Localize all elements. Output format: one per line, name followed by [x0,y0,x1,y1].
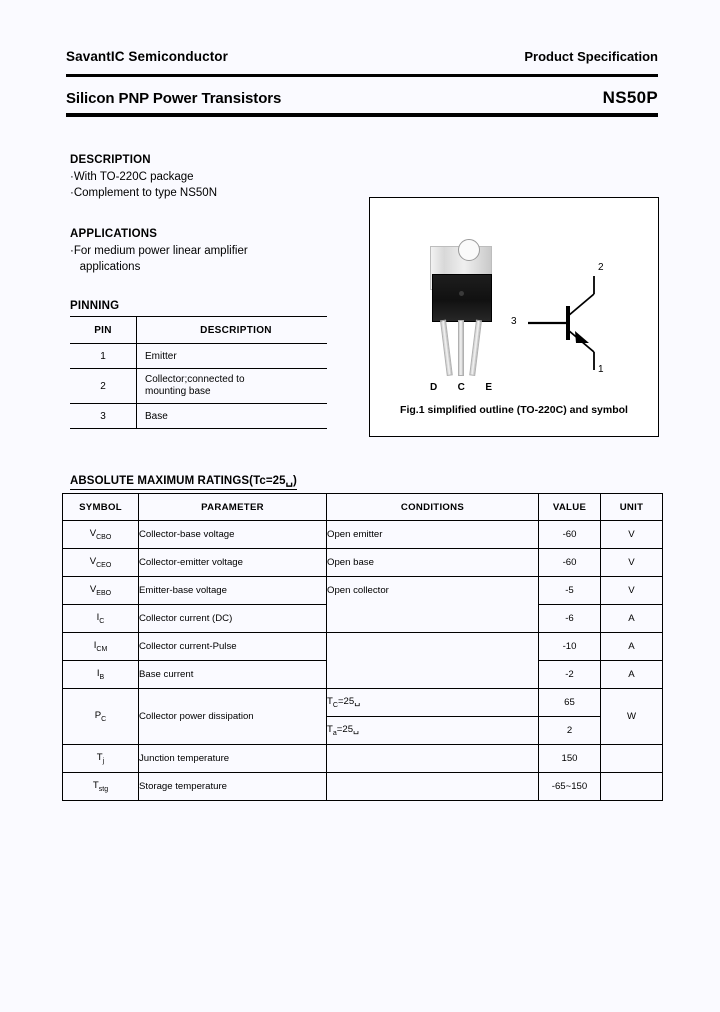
pin-number: 3 [70,404,137,429]
rating-value: 65 [539,689,601,717]
description-section [70,154,350,201]
rating-value: -65~150 [539,773,601,801]
package-lead-3 [469,320,482,376]
rating-parameter: Collector current (DC) [139,605,327,633]
rating-unit: W [601,689,663,745]
symbol-label-base: 3 [511,316,517,327]
table-row [63,521,663,549]
rating-value: -6 [539,605,601,633]
pin-description [137,369,328,404]
pin-letter-d: D [430,382,438,393]
symbol-label-collector: 2 [598,262,604,273]
part-number: NS50P [602,88,658,107]
table-row [63,549,663,577]
rating-value: -60 [539,521,601,549]
package-plastic-body [432,274,492,322]
rating-conditions: Open emitter [327,521,539,549]
rating-value: -60 [539,549,601,577]
pinning-heading: PINNING [70,300,120,312]
rating-symbol: $I_B$ [63,661,139,689]
rating-conditions: Open base [327,549,539,577]
rating-parameter: Collector-emitter voltage [139,549,327,577]
pinning-section [70,300,327,429]
rating-conditions [327,745,539,773]
rating-unit: A [601,633,663,661]
rating-unit [601,773,663,801]
to220c-package-photo [424,246,500,378]
table-row [63,689,663,717]
description-heading: DESCRIPTION [70,154,151,166]
package-lead-2 [458,320,464,376]
document-type: Product Specification [524,49,658,64]
rating-conditions [327,773,539,801]
company-name: SavantIC Semiconductor [66,49,228,64]
ratings-col-value: VALUE [539,494,601,521]
pin-letter-c: C [457,382,465,393]
rating-unit: A [601,661,663,689]
rating-value: -5 [539,577,601,605]
header-divider-top [66,74,658,77]
mounting-hole [458,239,480,261]
rating-symbol: $V_{CBO}$ [63,521,139,549]
ratings-heading-text: ABSOLUTE MAXIMUM RATINGS(Tc=25␣) [70,475,297,490]
table-row [63,773,663,801]
table-row [63,633,663,661]
pin-description: Base [137,404,328,429]
rating-parameter: Collector power dissipation [139,689,327,745]
pin-description-line-2: mounting base [145,386,211,397]
ratings-col-symbol: SYMBOL [63,494,139,521]
pnp-transistor-symbol [520,268,630,378]
title-row [66,88,658,108]
rating-value: -10 [539,633,601,661]
applications-line-2: applications [70,261,141,273]
table-header-row [70,317,327,344]
table-header-row [63,494,663,521]
ratings-col-unit: UNIT [601,494,663,521]
ratings-heading [70,473,297,487]
description-line-2: ·Complement to type NS50N [70,187,218,199]
table-row [70,344,327,369]
applications-line-1: ·For medium power linear amplifier [70,245,248,257]
rating-symbol: $T_{stg}$ [63,773,139,801]
table-row [70,369,327,404]
page-title: Silicon PNP Power Transistors [66,90,282,107]
pinning-col-pin: PIN [70,317,137,344]
package-lead-1 [440,320,453,376]
package-pin-letters [430,382,492,393]
rating-symbol: $V_{CEO}$ [63,549,139,577]
rating-symbol: $T_j$ [63,745,139,773]
rating-parameter: Storage temperature [139,773,327,801]
rating-symbol: $P_C$ [63,689,139,745]
rating-symbol: $I_{CM}$ [63,633,139,661]
rating-conditions [327,633,539,689]
pin-description: Emitter [137,344,328,369]
pin-number: 2 [70,369,137,404]
ratings-col-parameter: PARAMETER [139,494,327,521]
symbol-label-emitter: 1 [598,364,604,375]
pin-letter-e: E [485,382,492,393]
rating-conditions: Open collector [327,577,539,633]
package-marking-dot [459,291,464,296]
table-row [70,404,327,429]
rating-parameter: Base current [139,661,327,689]
rating-unit: V [601,521,663,549]
rating-unit [601,745,663,773]
rating-parameter: Junction temperature [139,745,327,773]
pinning-table [70,316,327,429]
table-row [63,745,663,773]
rating-unit: A [601,605,663,633]
description-line-1: ·With TO-220C package [70,171,194,183]
absolute-maximum-ratings-table [62,493,663,801]
pin-number: 1 [70,344,137,369]
rating-unit: V [601,549,663,577]
figure-caption: Fig.1 simplified outline (TO-220C) and symbol [400,404,628,416]
rating-value: 150 [539,745,601,773]
rating-symbol: $V_{EBO}$ [63,577,139,605]
pin-description-line-1: Collector;connected to [145,374,245,385]
applications-heading: APPLICATIONS [70,228,158,240]
table-row [63,577,663,605]
rating-conditions: $T_a=25␣$ [327,717,539,745]
rating-parameter: Collector-base voltage [139,521,327,549]
rating-parameter: Emitter-base voltage [139,577,327,605]
rating-value: -2 [539,661,601,689]
rating-value: 2 [539,717,601,745]
header-divider-bottom [66,113,658,117]
ratings-col-conditions: CONDITIONS [327,494,539,521]
pinning-col-description: DESCRIPTION [200,324,272,336]
figure-1 [369,197,659,437]
applications-section [70,228,350,275]
rating-parameter: Collector current-Pulse [139,633,327,661]
rating-symbol: $I_C$ [63,605,139,633]
page-header [66,49,658,64]
rating-unit: V [601,577,663,605]
rating-conditions: $T_C=25␣$ [327,689,539,717]
